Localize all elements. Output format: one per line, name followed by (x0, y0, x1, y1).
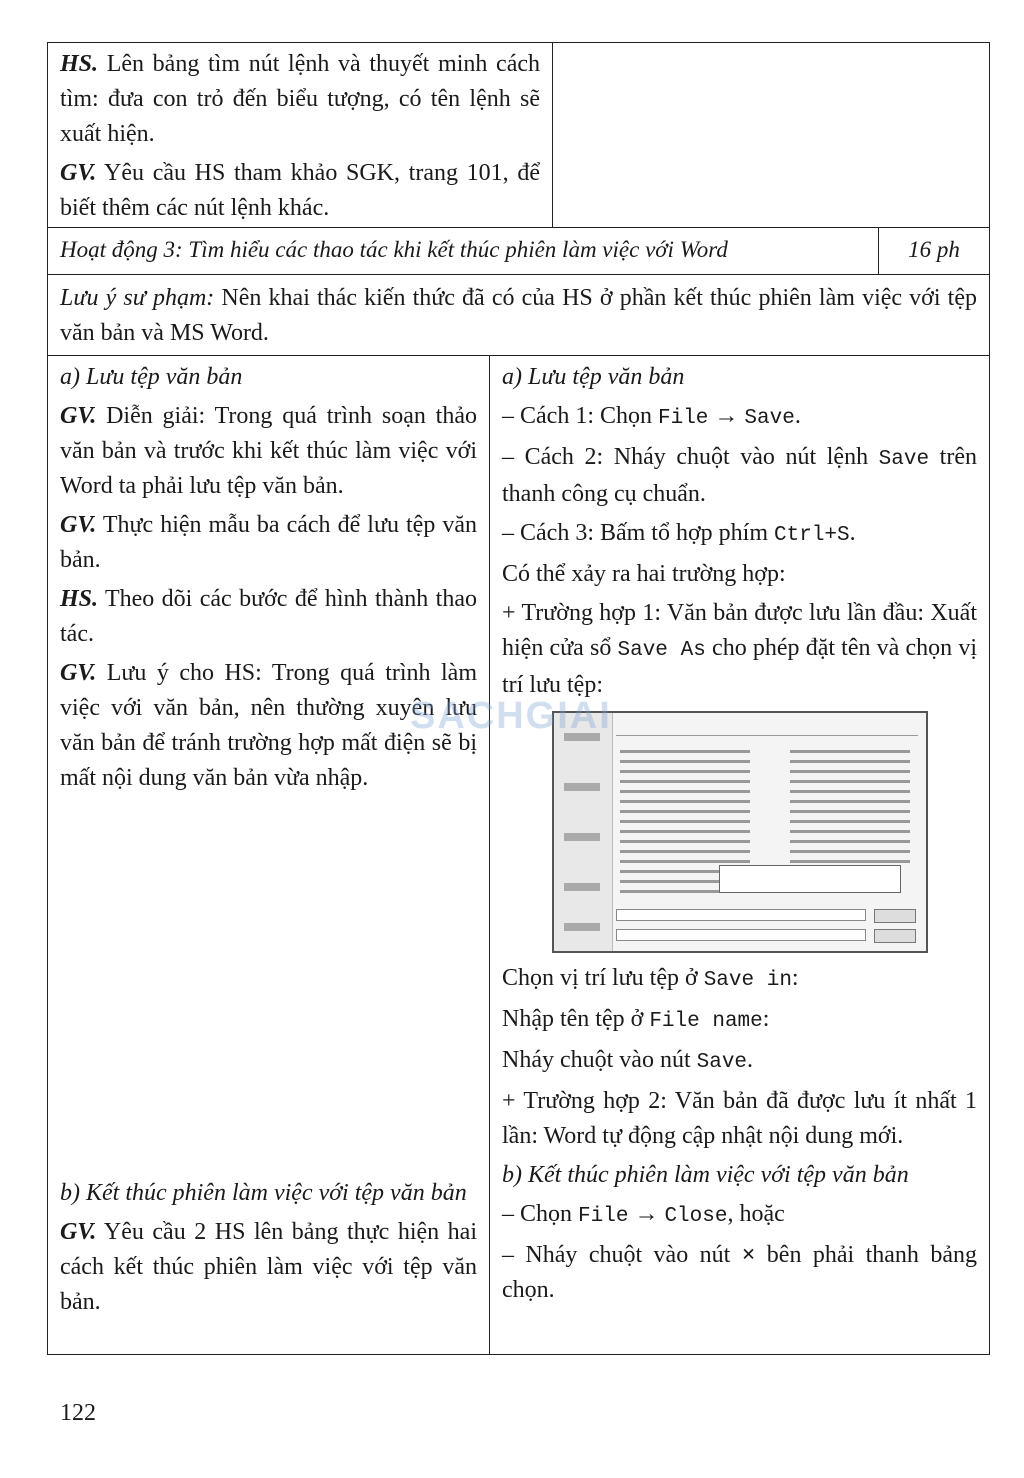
section-heading: b) Kết thúc phiên làm việc với tệp văn bản (60, 1180, 467, 1206)
places-bar (554, 713, 613, 951)
watermark-logo: SACHGIAI (410, 695, 612, 737)
cancel-button (874, 929, 916, 943)
note-label: Lưu ý sư phạm: (60, 285, 215, 311)
file-list (790, 743, 910, 870)
left-column: a) Lưu tệp văn bản GV. Diễn giải: Trong quá trình soạn thảo văn bản và trước khi kết thúc làm việc với Word ta phải lưu tệp văn bản. GV. Thực hiện mẫu ba cách để lưu tệp văn bản. HS. Theo dõi các bước để hình thành thao tác. GV. Lưu ý cho HS: Trong quá trình làm việc với văn bản, nên thường xuyên lưu văn bản để tránh trường hợp mất điện sẽ bị mất nội dung văn bản vừa nhập. b) Kết thúc phiên làm việc với tệp văn bản GV. Yêu cầu 2 HS lên bảng thực hiện hai cách kết thúc phiên làm việc với tệp văn bản. (48, 356, 490, 1354)
activity-row (47, 227, 990, 274)
page-number: 122 (60, 1400, 96, 1426)
right-column: a) Lưu tệp văn bản – Cách 1: Chọn File → Save. – Cách 2: Nháy chuột vào nút lệnh Save trên thanh công cụ chuẩn. – Cách 3: Bấm tổ hợp phím Ctrl+S. Có thể xảy ra hai trường hợp: + Trường hợp 1: Văn bản được lưu lần đầu: Xuất hiện cửa sổ Save As cho phép đặt tên và chọn vị trí lưu tệp: Chọn vị trí lưu tệp ở Save in: Nhập tên tệp ở File name: Nháy chuột vào nút Save. + Trường hợp 2: Văn bản đã được lưu ít nhất 1 lần: Word tự động cập nhật nội dung mới. b) Kết thúc phiên làm việc với tệp văn bản – Chọn File → Close, hoặc – Nháy chuột vào nút × bên phải thanh bảng chọn. (490, 356, 989, 1354)
role-label: GV. (60, 160, 97, 186)
file-name-field (616, 909, 866, 921)
save-as-type-field (616, 929, 866, 941)
save-as-dialog-screenshot (552, 711, 928, 953)
tooltip-box (719, 865, 901, 893)
activity-title: Hoạt động 3: Tìm hiểu các thao tác khi kết thúc phiên làm việc với Word (48, 228, 879, 274)
save-button (874, 909, 916, 923)
dialog-toolbar (616, 721, 918, 736)
pedagogy-note: Lưu ý sư phạm: Nên khai thác kiến thức đã có của HS ở phần kết thúc phiên làm việc với tệp văn bản và MS Word. (60, 285, 977, 346)
section-heading: a) Lưu tệp văn bản (60, 364, 243, 390)
teacher-student-cell: HS. Lên bảng tìm nút lệnh và thuyết minh cách tìm: đưa con trỏ đến biểu tượng, có tên lệnh sẽ xuất hiện. GV. Yêu cầu HS tham khảo SGK, trang 101, để biết thêm các nút lệnh khác. (48, 43, 553, 227)
activity-time: 16 ph (908, 237, 960, 262)
section-heading: a) Lưu tệp văn bản (502, 364, 685, 390)
role-label: HS. (60, 51, 99, 77)
close-icon: × (741, 1242, 756, 1268)
section-heading: b) Kết thúc phiên làm việc với tệp văn bản (502, 1162, 909, 1188)
note-row (47, 274, 990, 355)
table-row (47, 42, 990, 227)
content-cell-empty (553, 43, 989, 227)
main-row (47, 355, 990, 1355)
